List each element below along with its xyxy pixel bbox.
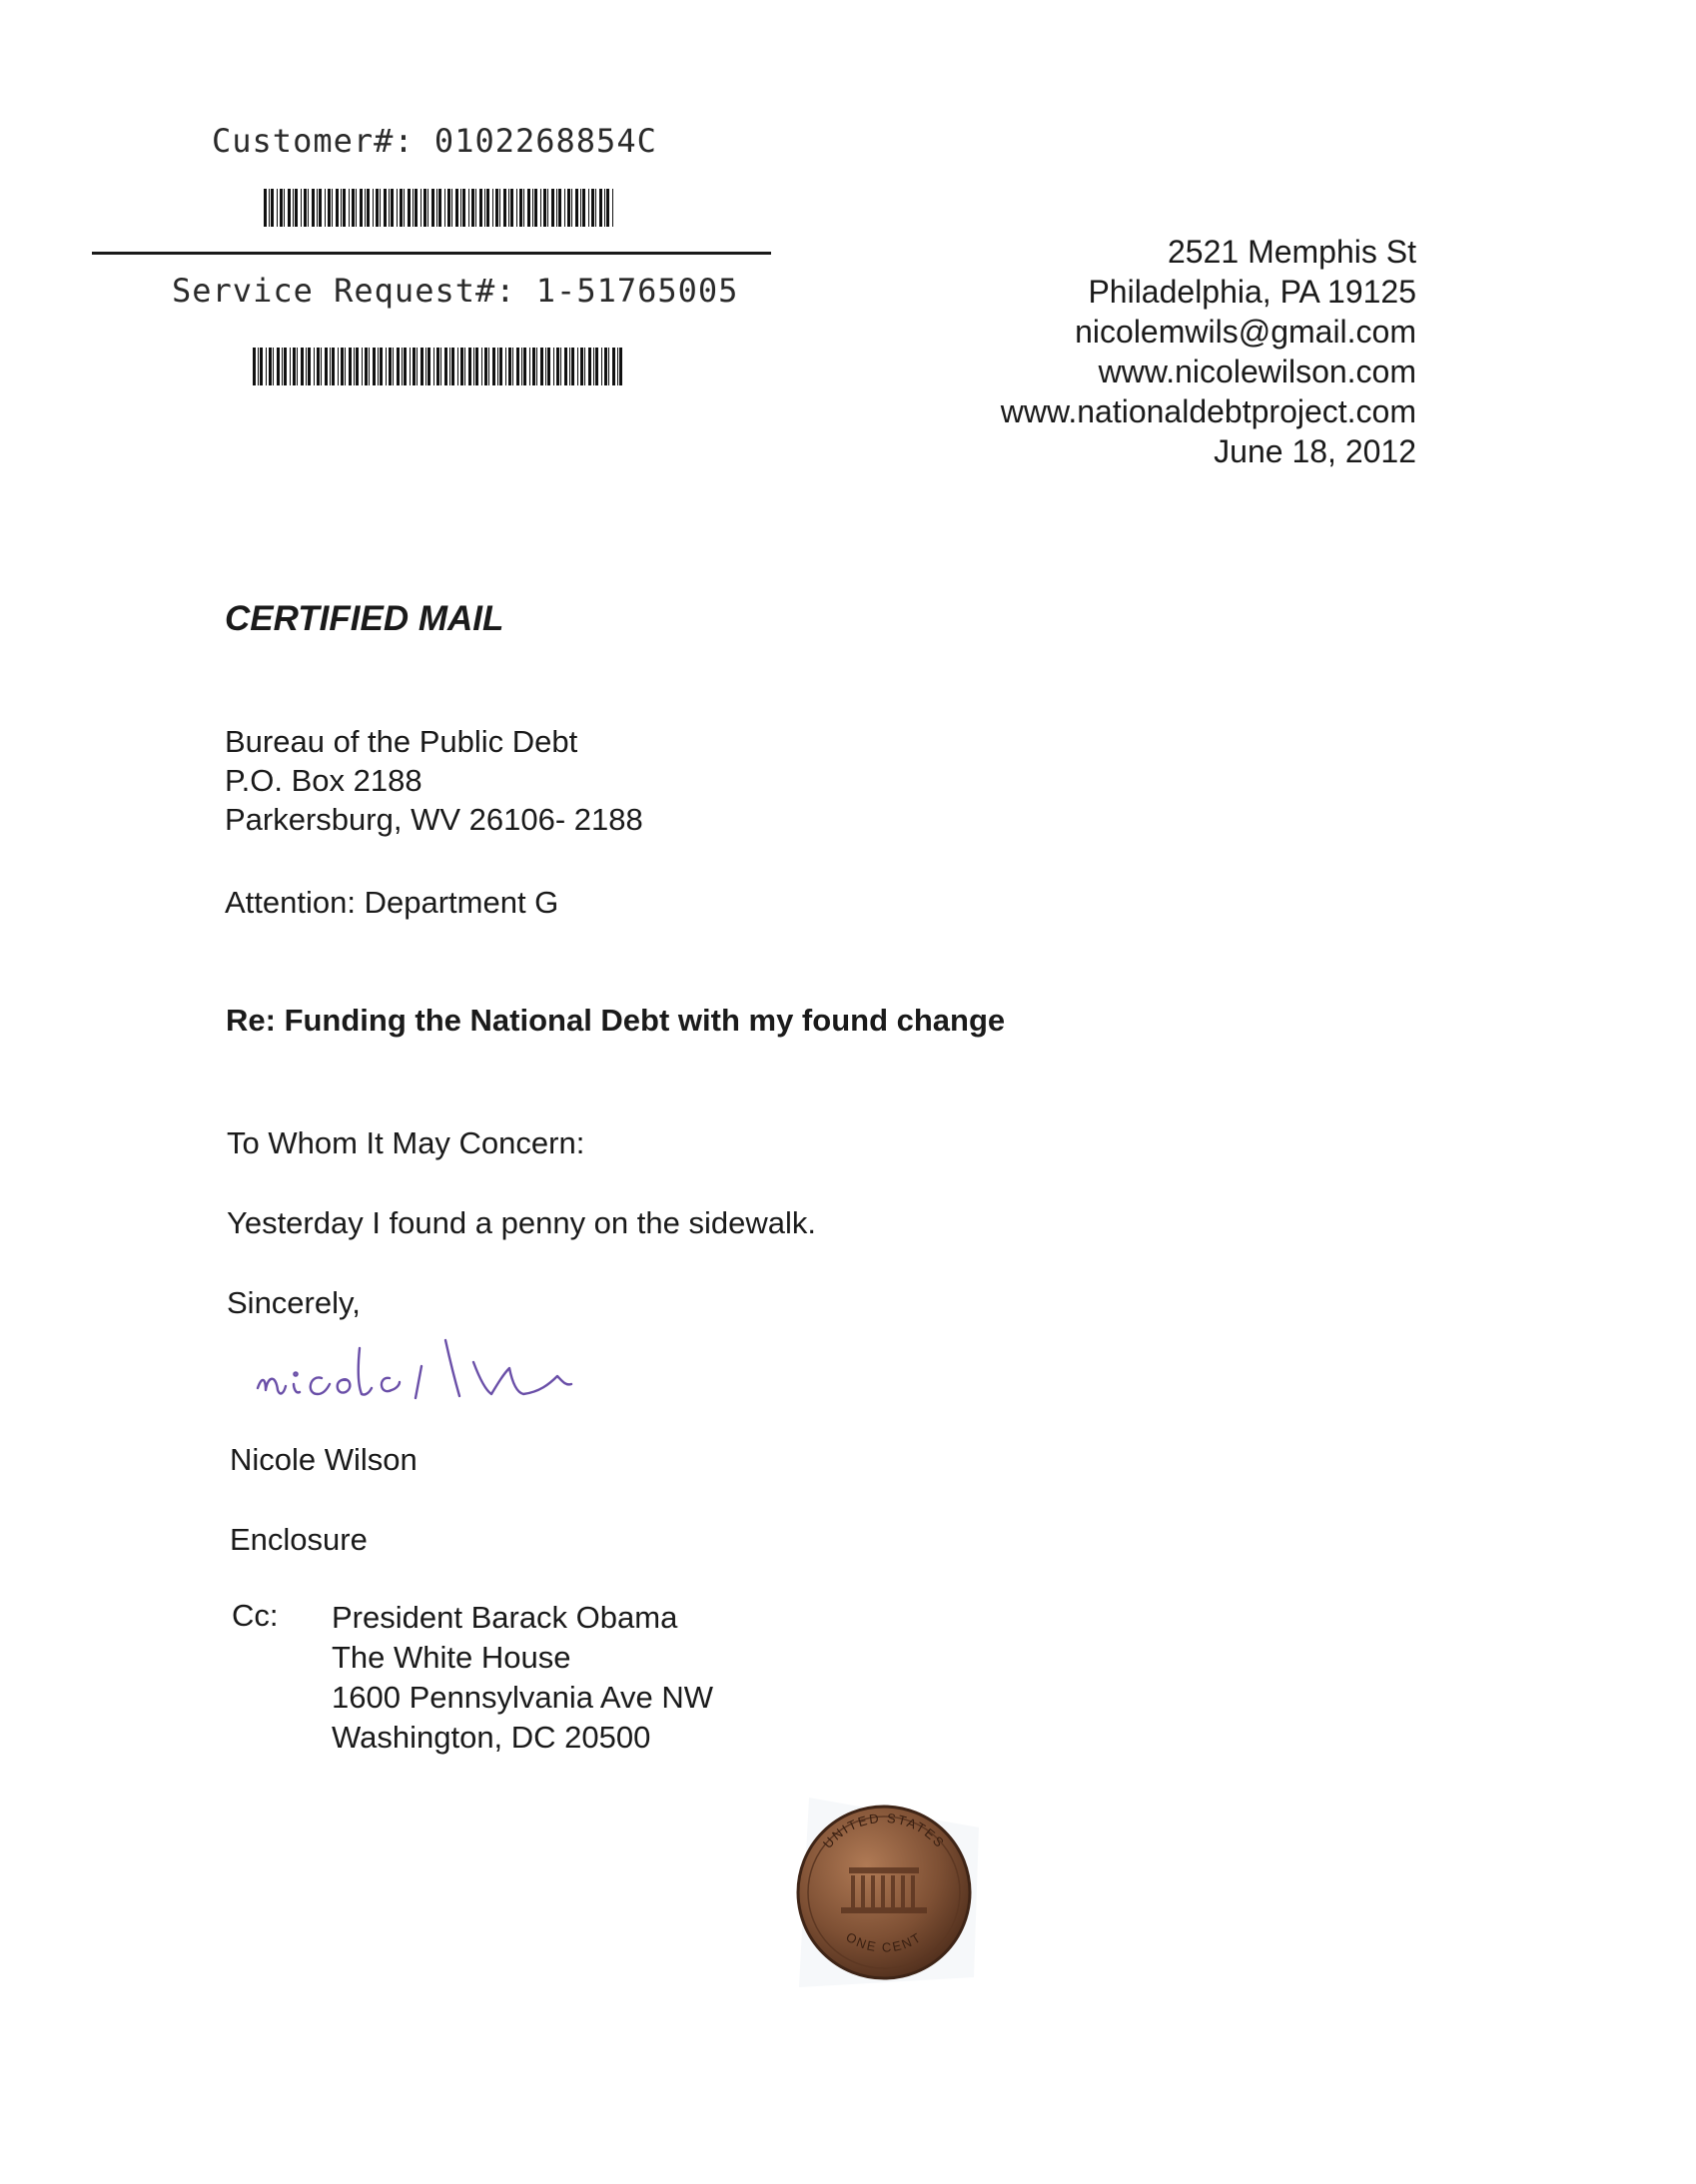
recipient-po-box: P.O. Box 2188	[225, 763, 423, 798]
letter-date: June 18, 2012	[1214, 433, 1416, 469]
sender-address-block	[1001, 232, 1416, 471]
signer-name: Nicole Wilson	[230, 1442, 418, 1477]
recipient-address-block	[225, 722, 643, 839]
service-request-number: Service Request#: 1-51765005	[172, 272, 739, 310]
salutation: To Whom It May Concern:	[227, 1125, 585, 1160]
penny-coin-image	[779, 1788, 989, 1997]
cc-name: President Barack Obama	[332, 1600, 678, 1635]
cc-label: Cc:	[232, 1598, 279, 1633]
attention-line: Attention: Department G	[225, 885, 559, 920]
recipient-city-state-zip: Parkersburg, WV 26106- 2188	[225, 802, 643, 837]
customer-number: Customer#: 0102268854C	[212, 122, 657, 160]
cc-organization: The White House	[332, 1640, 571, 1675]
letter-body: Yesterday I found a penny on the sidewalk.	[227, 1205, 816, 1240]
handwritten-signature	[250, 1318, 609, 1418]
header-divider	[92, 252, 771, 255]
sender-website: www.nicolewilson.com	[1098, 354, 1416, 389]
sender-website-project: www.nationaldebtproject.com	[1000, 393, 1416, 429]
mail-type-heading: CERTIFIED MAIL	[225, 599, 504, 638]
sender-street: 2521 Memphis St	[1167, 234, 1416, 270]
coin-top-text: UNITED STATES	[819, 1810, 949, 1851]
recipient-name: Bureau of the Public Debt	[225, 724, 578, 759]
cc-address-block	[332, 1598, 713, 1758]
coin-bottom-text: ONE CENT	[843, 1928, 925, 1955]
closing: Sincerely,	[227, 1285, 361, 1320]
subject-line: Re: Funding the National Debt with my found change	[226, 1003, 1006, 1038]
sender-email: nicolemwils@gmail.com	[1075, 314, 1416, 350]
customer-barcode	[264, 189, 613, 227]
service-request-barcode	[253, 348, 622, 385]
cc-city-state-zip: Washington, DC 20500	[332, 1720, 651, 1755]
sender-city-state-zip: Philadelphia, PA 19125	[1088, 274, 1416, 310]
cc-street: 1600 Pennsylvania Ave NW	[332, 1680, 713, 1715]
enclosure-note: Enclosure	[230, 1522, 368, 1557]
